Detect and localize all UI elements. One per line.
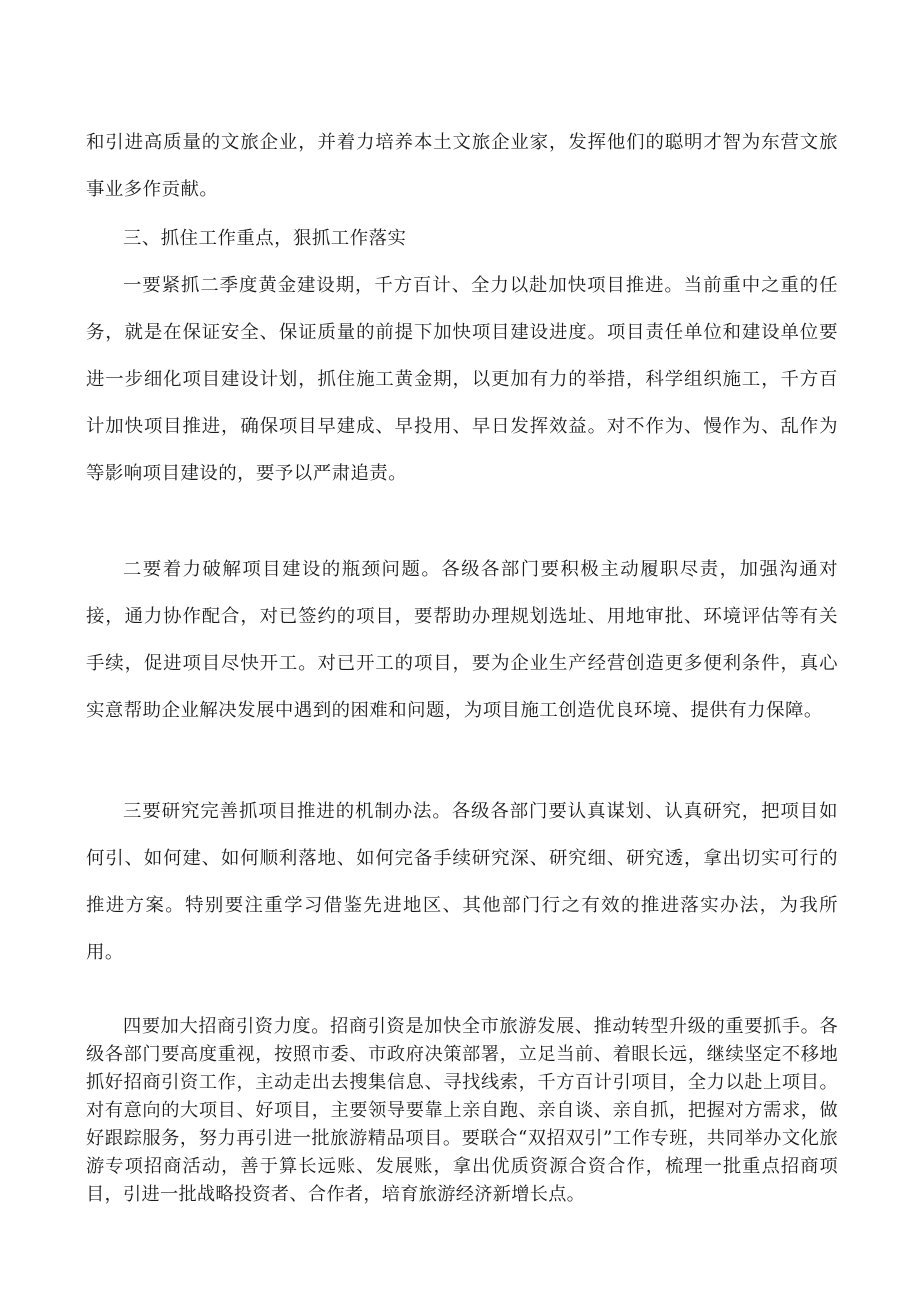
section-heading: 三、抓住工作重点，狠抓工作落实 [123, 228, 407, 249]
paragraph-continued-text: 和引进高质量的文旅企业，并着力培养本土文旅企业家，发挥他们的聪明才智为东营文旅事业多作贡献。 [86, 132, 838, 200]
paragraph-point-one: 一要紧抓二季度黄金建设期，千方百计、全力以赴加快项目推进。当前重中之重的任务，就是在保证安全、保证质量的前提下加快项目建设进度。项目责任单位和建设单位要进一步细化项目建设计划，抓住施工黄金期，以更加有力的举措，科学组织施工，千方百计加快项目推进，确保项目早建成、早投用、早日发挥效益。对不作为、慢作为、乱作为等影响项目建设的，要予以严肃追责。 [86, 275, 838, 484]
paragraph-point-two: 二要着力破解项目建设的瓶颈问题。各级各部门要积极主动履职尽责，加强沟通对接，通力协作配合，对已签约的项目，要帮助办理规划选址、用地审批、环境评估等有关手续，促进项目尽快开工。对已开工的项目，要为企业生产经营创造更多便利条件，真心实意帮助企业解决发展中遇到的困难和问题，为项目施工创造优良环境、提供有力保障。 [86, 559, 838, 721]
paragraph-point-four: 四要加大招商引资力度。招商引资是加快全市旅游发展、推动转型升级的重要抓手。各级各部门要高度重视，按照市委、市政府决策部署，立足当前、着眼长远，继续坚定不移地抓好招商引资工作，主动走出去搜集信息、寻找线索，千方百计引项目，全力以赴上项目。对有意向的大项目、好项目，主要领导要靠上亲自跑、亲自谈、亲自抓，把握对方需求，做好跟踪服务，努力再引进一批旅游精品项目。要联合“双招双引”工作专班，共同举办文化旅游专项招商活动，善于算长远账、发展账，拿出优质资源合资合作，梳理一批重点招商项目，引进一批战略投资者、合作者，培育旅游经济新增长点。 [86, 1016, 838, 1205]
paragraph-point-three: 三要研究完善抓项目推进的机制办法。各级各部门要认真谋划、认真研究，把项目如何引、如何建、如何顺利落地、如何完备手续研究深、研究细、研究透，拿出切实可行的推进方案。特别要注重学习借鉴先进地区、其他部门行之有效的推进落实办法，为我所用。 [86, 801, 838, 963]
